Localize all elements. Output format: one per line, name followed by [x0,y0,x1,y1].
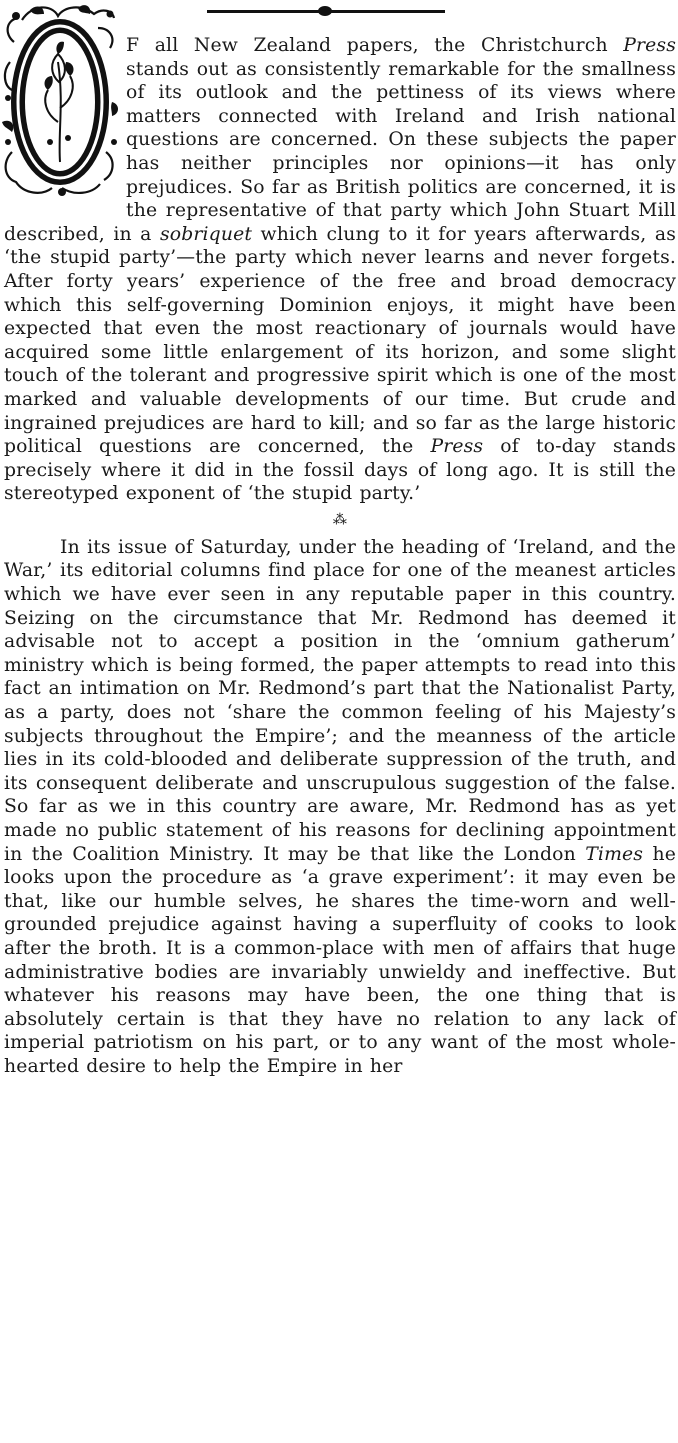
text-run: of to-day stands precisely where it did in the fossil days of long ago. It is still the stereotyped exponent of ‘the stupid party.’ [4,436,677,505]
text-run: he looks upon the procedure as ‘a grave experiment’: it may even be that, like our humble selves, he shares the time-worn and well-grounded prejudice against having a superfluity of cooks to look after the broth. It is a common-place with men of affairs that huge administrative bodies are invariably unwieldy and ineffective. But whatever his reasons may have been, the one thing that is absolutely certain is that they have no relation to any lack of imperial patriotism on his part, or to any want of the most whole-hearted desire to help the Empire in her [4,843,676,1077]
italic-text: Press [430,436,484,458]
text-run: which clung to it for years afterwards, as ‘the stupid party’—the party which never learns and never forgets. After forty years’ experience of the free and broad democracy which this self-governing Dominion enjoys, it might have been expected that even the most reactionary of journals would have acquired some little enlargement of its horizon, and some slight touch of the tolerant and progressive spirit which is one of the most marked and valuable developments of our time. But crude and ingrained prejudices are hard to kill; and so far as the large historic political questions are concerned, the [4,223,676,458]
drop-cap-space [4,0,126,206]
paragraph-2 [4,536,676,1079]
rule-ornament-icon [318,6,332,16]
text-run: F all New Zealand papers, the Christchurch [126,35,624,56]
text-run: In its issue of Saturday, under the heading of ‘Ireland, and the War,’ its editorial columns find place for one of the meanest articles which we have ever seen in any reputable paper in this country. Seizing on the circumstance that Mr. Redmond has deemed it advisable not to accept a position in the ‘omnium gatherum’ ministry which is being formed, the paper attempts to read into this fact an intimation on Mr. Redmond’s part that the Nationalist Party, as a party, does not ‘share the common feeling of his Majesty’s subjects throughout the Empire’; and the meanness of the article lies in its cold-blooded and deliberate suppression of the truth, and its consequent deliberate and unscrupulous suggestion of the false. So far as we in this country are aware, Mr. Redmond has as yet made no public statement of his reasons for declining appointment in the Coalition Ministry. It may be that like the London [4,536,676,865]
section-separator: ⁂ [332,511,348,528]
italic-text: sobriquet [159,223,253,245]
paragraph-2-text [4,537,676,1077]
article-body [4,34,676,1079]
paragraph-1 [4,34,676,506]
italic-text: Times [585,843,644,865]
italic-text: Press [623,35,676,56]
text-run: stands out as consistently remarkable for the smallness of its outlook and the pettiness of its views where matters connected with Ireland and Irish national questions are concerned. On these subjects the paper has neither principles nor opinions—it has only prejudices. So far as British politics are concerned, it is the representative of that party which John Stuart Mill described, in a [4,58,676,245]
